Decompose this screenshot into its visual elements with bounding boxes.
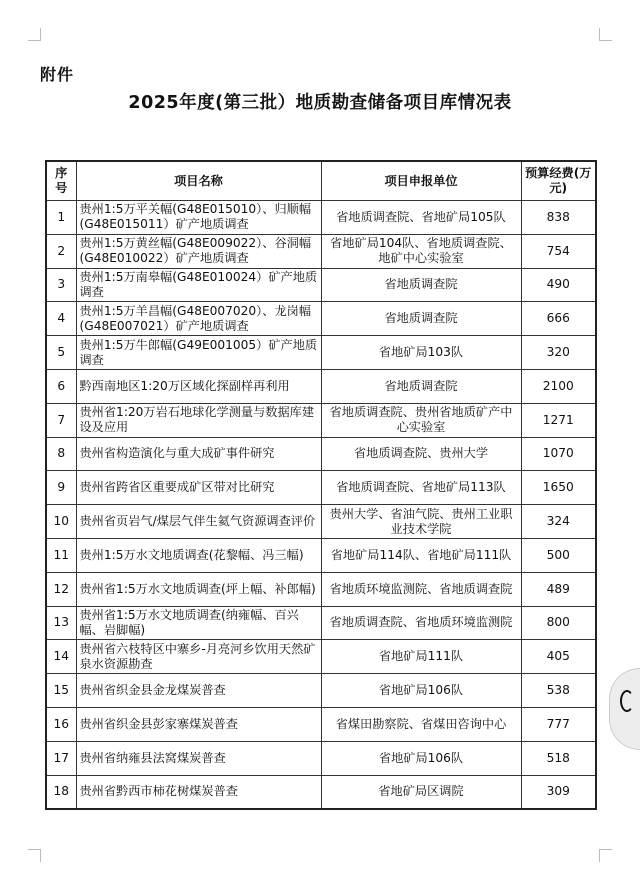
crop-mark-top-right — [599, 28, 612, 41]
row-budget: 538 — [521, 674, 596, 708]
row-applicant-unit: 省煤田勘察院、省煤田咨询中心 — [321, 707, 521, 741]
crop-mark-bottom-left — [28, 849, 41, 862]
side-tab-icon — [620, 690, 634, 712]
row-applicant-unit: 省地矿局114队、省地矿局111队 — [321, 538, 521, 572]
row-index: 12 — [46, 572, 76, 606]
table-row — [46, 606, 596, 640]
row-budget: 320 — [521, 336, 596, 370]
row-project-name: 贵州省跨省区重要成矿区带对比研究 — [76, 471, 321, 505]
row-index: 11 — [46, 538, 76, 572]
row-applicant-unit: 省地矿局111队 — [321, 640, 521, 674]
row-project-name: 贵州省1:5万水文地质调查(坪上幅、补郎幅) — [76, 572, 321, 606]
row-applicant-unit: 省地矿局104队、省地质调查院、地矿中心实验室 — [321, 234, 521, 268]
row-project-name: 贵州省织金县金龙煤炭普查 — [76, 674, 321, 708]
row-applicant-unit: 省地质调查院 — [321, 268, 521, 302]
header-index: 序号 — [46, 161, 76, 201]
row-index: 18 — [46, 775, 76, 809]
header-project-name: 项目名称 — [76, 161, 321, 201]
table-row — [46, 741, 596, 775]
row-budget: 2100 — [521, 369, 596, 403]
row-index: 6 — [46, 369, 76, 403]
table-row — [46, 234, 596, 268]
row-applicant-unit: 省地质环境监测院、省地质调查院 — [321, 572, 521, 606]
table-row — [46, 505, 596, 539]
row-index: 4 — [46, 302, 76, 336]
row-applicant-unit: 省地质调查院、省地矿局113队 — [321, 471, 521, 505]
row-budget: 1271 — [521, 403, 596, 437]
row-project-name: 贵州省1:20万岩石地球化学测量与数据库建设及应用 — [76, 403, 321, 437]
crop-mark-top-left — [28, 28, 41, 41]
row-applicant-unit: 省地质调查院、省地矿局105队 — [321, 201, 521, 235]
row-project-name: 贵州省1:5万水文地质调查(纳雍幅、百兴幅、岩脚幅) — [76, 606, 321, 640]
table-row — [46, 268, 596, 302]
row-applicant-unit: 省地质调查院、省地质环境监测院 — [321, 606, 521, 640]
row-index: 5 — [46, 336, 76, 370]
row-budget: 800 — [521, 606, 596, 640]
document-title: 2025年度(第三批）地质勘查储备项目库情况表 — [128, 93, 512, 113]
row-index: 17 — [46, 741, 76, 775]
row-budget: 666 — [521, 302, 596, 336]
table-row — [46, 572, 596, 606]
row-budget: 500 — [521, 538, 596, 572]
row-index: 10 — [46, 505, 76, 539]
table-row — [46, 674, 596, 708]
row-budget: 489 — [521, 572, 596, 606]
table-row — [46, 538, 596, 572]
row-applicant-unit: 省地质调查院、贵州大学 — [321, 437, 521, 471]
table-row — [46, 336, 596, 370]
row-budget: 777 — [521, 707, 596, 741]
header-applicant-unit: 项目申报单位 — [321, 161, 521, 201]
row-applicant-unit: 贵州大学、省油气院、贵州工业职业技术学院 — [321, 505, 521, 539]
row-project-name: 贵州1:5万牛郎幅(G49E001005）矿产地质调查 — [76, 336, 321, 370]
row-budget: 324 — [521, 505, 596, 539]
header-budget: 预算经费(万元) — [521, 161, 596, 201]
row-applicant-unit: 省地矿局103队 — [321, 336, 521, 370]
row-budget: 1070 — [521, 437, 596, 471]
table-row — [46, 640, 596, 674]
row-project-name: 贵州省织金县彭家寨煤炭普查 — [76, 707, 321, 741]
project-table — [45, 160, 597, 810]
row-index: 7 — [46, 403, 76, 437]
row-applicant-unit: 省地质调查院、贵州省地质矿产中心实验室 — [321, 403, 521, 437]
row-applicant-unit: 省地矿局106队 — [321, 674, 521, 708]
table-row — [46, 302, 596, 336]
row-index: 9 — [46, 471, 76, 505]
row-project-name: 贵州1:5万南皋幅(G48E010024）矿产地质调查 — [76, 268, 321, 302]
row-applicant-unit: 省地矿局区调院 — [321, 775, 521, 809]
row-index: 3 — [46, 268, 76, 302]
table-row — [46, 471, 596, 505]
row-budget: 838 — [521, 201, 596, 235]
row-project-name: 贵州省纳雍县法窝煤炭普查 — [76, 741, 321, 775]
table-row — [46, 707, 596, 741]
row-project-name: 贵州1:5万羊昌幅(G48E007020）、龙岗幅(G48E007021）矿产地质调查 — [76, 302, 321, 336]
row-budget: 309 — [521, 775, 596, 809]
table-body — [46, 201, 596, 810]
table-row — [46, 775, 596, 809]
row-index: 2 — [46, 234, 76, 268]
row-project-name: 贵州1:5万黄丝幅(G48E009022）、谷洞幅(G48E010022）矿产地质调查 — [76, 234, 321, 268]
row-budget: 518 — [521, 741, 596, 775]
row-applicant-unit: 省地质调查院 — [321, 302, 521, 336]
row-project-name: 贵州省六枝特区中寨乡-月亮河乡饮用天然矿泉水资源勘查 — [76, 640, 321, 674]
row-budget: 490 — [521, 268, 596, 302]
row-budget: 754 — [521, 234, 596, 268]
row-project-name: 贵州1:5万平关幅(G48E015010）、归顺幅(G48E015011）矿产地质调查 — [76, 201, 321, 235]
row-applicant-unit: 省地矿局106队 — [321, 741, 521, 775]
row-index: 14 — [46, 640, 76, 674]
row-index: 1 — [46, 201, 76, 235]
table-header-row — [46, 161, 596, 201]
row-applicant-unit: 省地质调查院 — [321, 369, 521, 403]
row-index: 16 — [46, 707, 76, 741]
attachment-label: 附件 — [40, 65, 75, 84]
crop-mark-bottom-right — [599, 849, 612, 862]
row-project-name: 贵州省构造演化与重大成矿事件研究 — [76, 437, 321, 471]
table-row — [46, 437, 596, 471]
table-row — [46, 201, 596, 235]
table-row — [46, 403, 596, 437]
row-project-name: 贵州1:5万水文地质调查(花黎幅、冯三幅) — [76, 538, 321, 572]
row-index: 15 — [46, 674, 76, 708]
row-budget: 405 — [521, 640, 596, 674]
row-index: 13 — [46, 606, 76, 640]
row-project-name: 黔西南地区1:20万区域化探副样再利用 — [76, 369, 321, 403]
row-index: 8 — [46, 437, 76, 471]
row-project-name: 贵州省黔西市柿花树煤炭普查 — [76, 775, 321, 809]
row-budget: 1650 — [521, 471, 596, 505]
table-row — [46, 369, 596, 403]
row-project-name: 贵州省页岩气/煤层气伴生氦气资源调查评价 — [76, 505, 321, 539]
